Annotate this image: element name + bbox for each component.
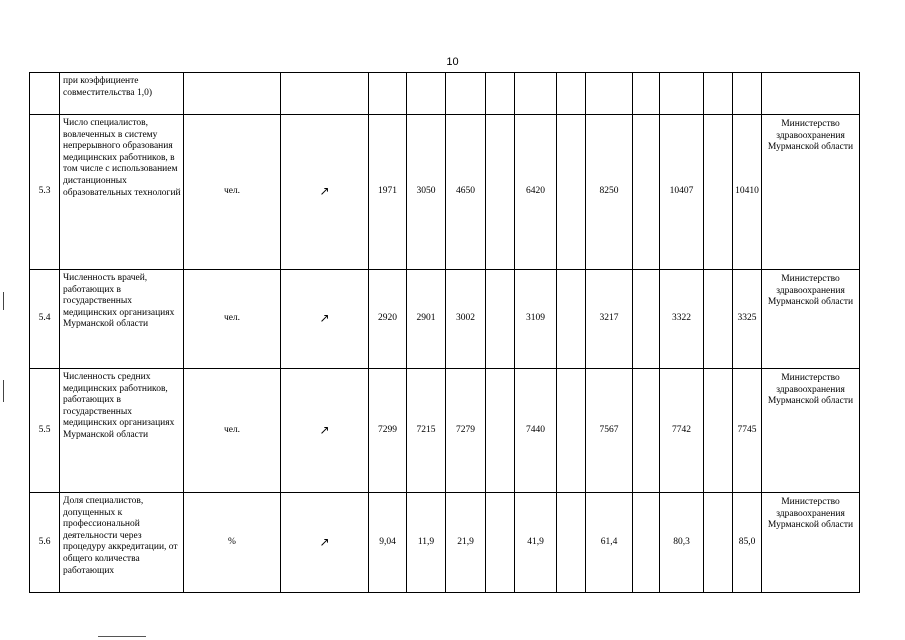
- value: 80,3: [660, 493, 704, 593]
- trend-up-icon: ↗: [281, 369, 369, 493]
- table-row: [30, 115, 860, 270]
- trend-up-icon: ↗: [281, 493, 369, 593]
- value: 21,9: [446, 493, 486, 593]
- value: 7567: [586, 369, 633, 493]
- scan-edge-mark: [3, 380, 4, 402]
- responsible-org: Министерство здравоохранения Мурманской области: [762, 270, 860, 369]
- value: 10407: [660, 115, 704, 270]
- value: 3217: [586, 270, 633, 369]
- value: 7279: [446, 369, 486, 493]
- value: 3109: [515, 270, 557, 369]
- responsible-org: Министерство здравоохранения Мурманской области: [762, 493, 860, 593]
- value: 10410: [733, 115, 762, 270]
- unit: %: [184, 493, 281, 593]
- value: 41,9: [515, 493, 557, 593]
- value: 9,04: [369, 493, 407, 593]
- table-row-continuation: [30, 73, 860, 115]
- page-number: 10: [446, 56, 459, 68]
- row-id-cell: [30, 73, 60, 115]
- value: 7299: [369, 369, 407, 493]
- value: 1971: [369, 115, 407, 270]
- unit: чел.: [184, 115, 281, 270]
- value: 7440: [515, 369, 557, 493]
- indicator-name: Число специалистов, вовлеченных в систему непрерывного образования медицинских работников, в том числе с использованием дистанционных образовательных технологий: [60, 115, 184, 270]
- value: 2920: [369, 270, 407, 369]
- trend-up-icon: ↗: [281, 115, 369, 270]
- scan-edge-mark: [3, 292, 4, 310]
- table-row: [30, 369, 860, 493]
- value: 7215: [407, 369, 446, 493]
- value: 85,0: [733, 493, 762, 593]
- value: 4650: [446, 115, 486, 270]
- row-id: 5.5: [30, 369, 60, 493]
- row-id: 5.3: [30, 115, 60, 270]
- value: 3050: [407, 115, 446, 270]
- footnote-separator: [98, 636, 146, 637]
- value: 3002: [446, 270, 486, 369]
- value: 7742: [660, 369, 704, 493]
- unit: чел.: [184, 270, 281, 369]
- responsible-org: Министерство здравоохранения Мурманской области: [762, 369, 860, 493]
- table-row: [30, 270, 860, 369]
- value: 8250: [586, 115, 633, 270]
- indicator-name: при коэффициенте совместительства 1,0): [60, 73, 184, 115]
- row-id: 5.4: [30, 270, 60, 369]
- table-row: [30, 493, 860, 593]
- value: 6420: [515, 115, 557, 270]
- value: 3325: [733, 270, 762, 369]
- row-id: 5.6: [30, 493, 60, 593]
- value: 11,9: [407, 493, 446, 593]
- responsible-org: Министерство здравоохранения Мурманской области: [762, 115, 860, 270]
- value: 3322: [660, 270, 704, 369]
- indicator-name: Доля специалистов, допущенных к профессиональной деятельности через процедуру аккредитации, от общего количества работающих: [60, 493, 184, 593]
- value: 61,4: [586, 493, 633, 593]
- value: 2901: [407, 270, 446, 369]
- value: 7745: [733, 369, 762, 493]
- indicators-table: [29, 72, 860, 593]
- indicator-name: Численность врачей, работающих в государственных медицинских организациях Мурманской области: [60, 270, 184, 369]
- unit: чел.: [184, 369, 281, 493]
- trend-up-icon: ↗: [281, 270, 369, 369]
- indicator-name: Численность средних медицинских работников, работающих в государственных медицинских организациях Мурманской области: [60, 369, 184, 493]
